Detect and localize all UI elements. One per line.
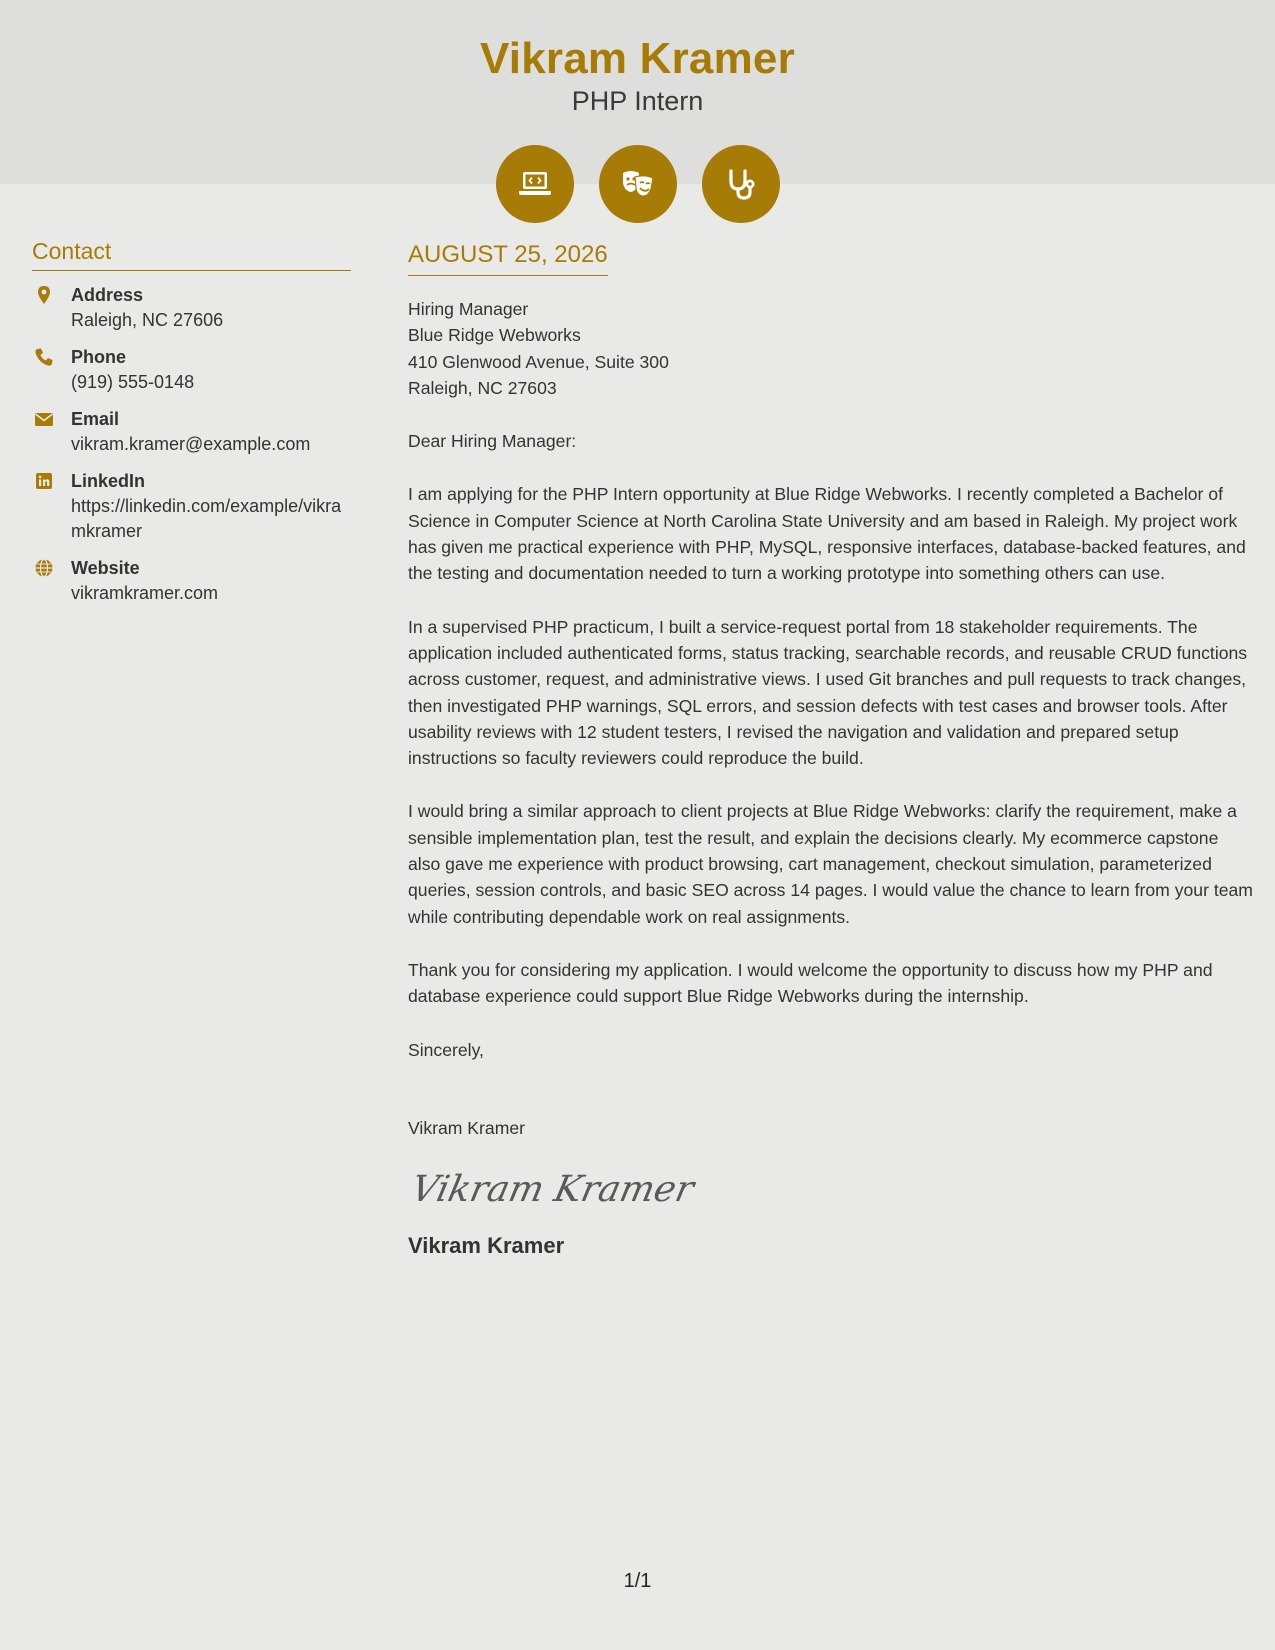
signature-name: Vikram Kramer	[408, 1233, 565, 1259]
contact-value: Raleigh, NC 27606	[71, 310, 224, 330]
contact-value: (919) 555-0148	[71, 372, 195, 392]
candidate-name: Vikram Kramer	[480, 34, 795, 83]
phone-icon	[34, 347, 54, 367]
salutation: Dear Hiring Manager:	[408, 431, 577, 452]
contact-label: LinkedIn	[71, 471, 146, 491]
contact-value[interactable]: https://linkedin.com/example/vikramkramer	[71, 496, 342, 541]
contact-heading: Contact	[32, 238, 351, 271]
job-title: PHP Intern	[571, 86, 704, 116]
contact-email	[32, 407, 351, 457]
header-icons	[496, 145, 780, 223]
recipient-line: Raleigh, NC 27603	[408, 377, 557, 398]
body-paragraph: Thank you for considering my application. I would welcome the opportunity to discuss how my PHP and database experience could support Blue Ridge Webworks during the internship.	[408, 959, 1213, 1007]
contact-label: Address	[71, 285, 144, 305]
recipient-line: Blue Ridge Webworks	[408, 325, 581, 346]
contact-label: Email	[71, 409, 120, 429]
recipient-line: 410 Glenwood Avenue, Suite 300	[408, 351, 669, 372]
body-paragraph: I would bring a similar approach to client projects at Blue Ridge Webworks: clarify the requirement, make a sensible implementation plan, test the result, and explain the decisions clearly. My ecommerce capstone also gave me experience with product browsing, cart management, checkout simulation, parameterized queries, session controls, and basic SEO across 14 pages. I would value the chance to learn from your team while contributing dependable work on real assignments.	[408, 801, 1253, 927]
contact-linkedin	[32, 469, 351, 544]
stethoscope-icon	[702, 145, 780, 223]
body-paragraph: In a supervised PHP practicum, I built a service-request portal from 18 stakeholder requirements. The application included authenticated forms, status tracking, searchable records, and reusable CRUD functions across customer, request, and administrative views. I used Git branches and pull requests to track changes, then investigated PHP warnings, SQL errors, and session defects with test cases and browser tools. After usability reviews with 12 student testers, I revised the navigation and validation and prepared setup instructions so faculty reviewers could reproduce the build.	[408, 616, 1248, 769]
map-pin-icon	[34, 285, 54, 305]
contact-label: Phone	[71, 347, 127, 367]
recipient-block	[408, 296, 1253, 401]
signer-name: Vikram Kramer	[408, 1117, 525, 1138]
page-number: 1/1	[623, 1570, 652, 1592]
linkedin-icon	[34, 471, 54, 491]
contact-value[interactable]: vikram.kramer@example.com	[71, 434, 311, 454]
body-paragraph: I am applying for the PHP Intern opportunity at Blue Ridge Webworks. I recently completed a Bachelor of Science in Computer Science at North Carolina State University and am based in Raleigh. My project work has given me practical experience with PHP, MySQL, responsive interfaces, database-backed features, and the testing and documentation needed to turn a working prototype into something others can use.	[408, 484, 1246, 584]
contact-value[interactable]: vikramkramer.com	[71, 583, 219, 603]
letter-date: AUGUST 25, 2026	[408, 238, 608, 276]
closing: Sincerely,	[408, 1039, 484, 1060]
signature-image	[408, 1161, 1253, 1215]
theater-masks-icon	[599, 145, 677, 223]
letter-body	[408, 238, 1253, 1259]
contact-phone	[32, 345, 351, 395]
contact-section	[32, 238, 351, 618]
contact-website	[32, 556, 351, 606]
svg-text:Vikram Kramer: Vikram Kramer	[407, 1167, 698, 1211]
contact-label: Website	[71, 558, 140, 578]
envelope-icon	[34, 409, 54, 429]
contact-address	[32, 283, 351, 333]
globe-icon	[34, 558, 54, 578]
recipient-line: Hiring Manager	[408, 299, 529, 319]
laptop-code-icon	[496, 145, 574, 223]
